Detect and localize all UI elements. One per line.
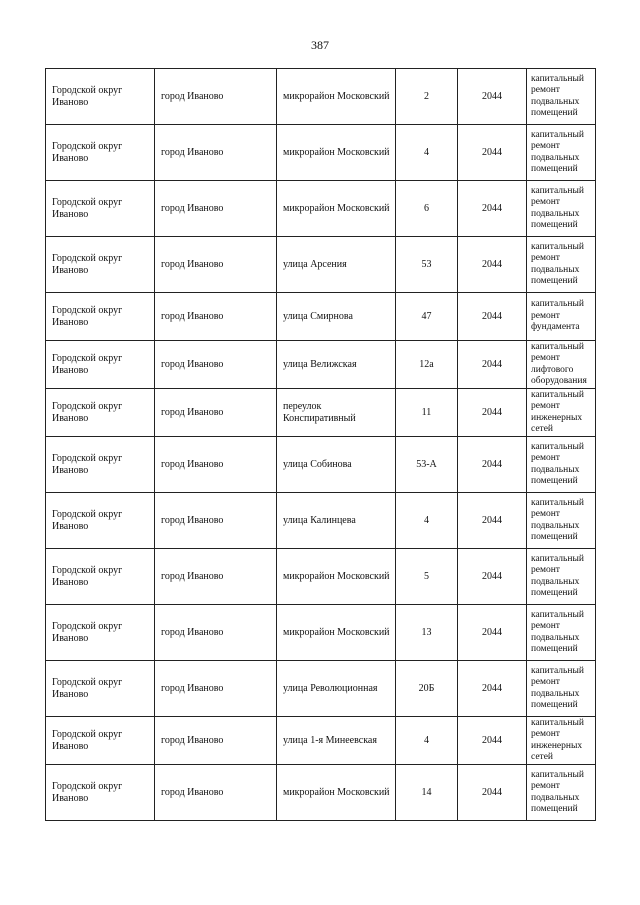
district-cell: Городской округ Иваново <box>46 549 155 605</box>
year-cell: 2044 <box>458 181 527 237</box>
work-type-cell: капитальный ремонт фундамента <box>527 293 596 341</box>
table-row <box>46 549 596 605</box>
district-cell: Городской округ Иваново <box>46 661 155 717</box>
district-cell: Городской округ Иваново <box>46 389 155 437</box>
settlement-cell: город Иваново <box>155 237 277 293</box>
table-row <box>46 125 596 181</box>
district-cell: Городской округ Иваново <box>46 605 155 661</box>
work-type-cell: капитальный ремонт лифтового оборудования <box>527 341 596 389</box>
work-type-cell: капитальный ремонт подвальных помещений <box>527 437 596 493</box>
house-number-cell: 4 <box>396 717 458 765</box>
house-number-cell: 11 <box>396 389 458 437</box>
house-number-cell: 53 <box>396 237 458 293</box>
table-row <box>46 293 596 341</box>
street-cell: микрорайон Московский <box>277 125 396 181</box>
street-cell: микрорайон Московский <box>277 549 396 605</box>
settlement-cell: город Иваново <box>155 661 277 717</box>
repair-schedule-table <box>45 68 596 821</box>
district-cell: Городской округ Иваново <box>46 69 155 125</box>
year-cell: 2044 <box>458 237 527 293</box>
settlement-cell: город Иваново <box>155 125 277 181</box>
street-cell: улица Собинова <box>277 437 396 493</box>
district-cell: Городской округ Иваново <box>46 437 155 493</box>
district-cell: Городской округ Иваново <box>46 341 155 389</box>
year-cell: 2044 <box>458 293 527 341</box>
street-cell: переулок Конспиративный <box>277 389 396 437</box>
settlement-cell: город Иваново <box>155 549 277 605</box>
work-type-cell: капитальный ремонт подвальных помещений <box>527 661 596 717</box>
settlement-cell: город Иваново <box>155 69 277 125</box>
table-row <box>46 765 596 821</box>
street-cell: микрорайон Московский <box>277 765 396 821</box>
street-cell: улица 1-я Минеевская <box>277 717 396 765</box>
work-type-cell: капитальный ремонт подвальных помещений <box>527 765 596 821</box>
work-type-cell: капитальный ремонт подвальных помещений <box>527 181 596 237</box>
year-cell: 2044 <box>458 437 527 493</box>
house-number-cell: 12а <box>396 341 458 389</box>
table-row <box>46 181 596 237</box>
work-type-cell: капитальный ремонт инженерных сетей <box>527 717 596 765</box>
street-cell: улица Революционная <box>277 661 396 717</box>
page-number: 387 <box>311 38 329 52</box>
house-number-cell: 4 <box>396 493 458 549</box>
settlement-cell: город Иваново <box>155 389 277 437</box>
table-body <box>46 69 596 821</box>
table-row <box>46 605 596 661</box>
house-number-cell: 13 <box>396 605 458 661</box>
year-cell: 2044 <box>458 69 527 125</box>
year-cell: 2044 <box>458 717 527 765</box>
house-number-cell: 5 <box>396 549 458 605</box>
table-row <box>46 389 596 437</box>
work-type-cell: капитальный ремонт подвальных помещений <box>527 237 596 293</box>
settlement-cell: город Иваново <box>155 437 277 493</box>
house-number-cell: 2 <box>396 69 458 125</box>
street-cell: улица Смирнова <box>277 293 396 341</box>
work-type-cell: капитальный ремонт подвальных помещений <box>527 69 596 125</box>
house-number-cell: 47 <box>396 293 458 341</box>
table-row <box>46 69 596 125</box>
district-cell: Городской округ Иваново <box>46 493 155 549</box>
table-row <box>46 437 596 493</box>
year-cell: 2044 <box>458 493 527 549</box>
year-cell: 2044 <box>458 605 527 661</box>
year-cell: 2044 <box>458 765 527 821</box>
district-cell: Городской округ Иваново <box>46 237 155 293</box>
year-cell: 2044 <box>458 661 527 717</box>
year-cell: 2044 <box>458 125 527 181</box>
year-cell: 2044 <box>458 341 527 389</box>
work-type-cell: капитальный ремонт подвальных помещений <box>527 549 596 605</box>
table-row <box>46 341 596 389</box>
settlement-cell: город Иваново <box>155 765 277 821</box>
table-row <box>46 717 596 765</box>
street-cell: микрорайон Московский <box>277 69 396 125</box>
year-cell: 2044 <box>458 389 527 437</box>
settlement-cell: город Иваново <box>155 493 277 549</box>
street-cell: улица Арсения <box>277 237 396 293</box>
house-number-cell: 20Б <box>396 661 458 717</box>
district-cell: Городской округ Иваново <box>46 765 155 821</box>
table-row <box>46 661 596 717</box>
house-number-cell: 4 <box>396 125 458 181</box>
work-type-cell: капитальный ремонт подвальных помещений <box>527 125 596 181</box>
district-cell: Городской округ Иваново <box>46 181 155 237</box>
district-cell: Городской округ Иваново <box>46 125 155 181</box>
work-type-cell: капитальный ремонт инженерных сетей <box>527 389 596 437</box>
settlement-cell: город Иваново <box>155 717 277 765</box>
settlement-cell: город Иваново <box>155 293 277 341</box>
settlement-cell: город Иваново <box>155 605 277 661</box>
house-number-cell: 6 <box>396 181 458 237</box>
table-row <box>46 493 596 549</box>
street-cell: микрорайон Московский <box>277 181 396 237</box>
district-cell: Городской округ Иваново <box>46 293 155 341</box>
district-cell: Городской округ Иваново <box>46 717 155 765</box>
work-type-cell: капитальный ремонт подвальных помещений <box>527 605 596 661</box>
work-type-cell: капитальный ремонт подвальных помещений <box>527 493 596 549</box>
settlement-cell: город Иваново <box>155 341 277 389</box>
year-cell: 2044 <box>458 549 527 605</box>
house-number-cell: 53-А <box>396 437 458 493</box>
street-cell: микрорайон Московский <box>277 605 396 661</box>
street-cell: улица Велижская <box>277 341 396 389</box>
street-cell: улица Калинцева <box>277 493 396 549</box>
settlement-cell: город Иваново <box>155 181 277 237</box>
table-row <box>46 237 596 293</box>
house-number-cell: 14 <box>396 765 458 821</box>
